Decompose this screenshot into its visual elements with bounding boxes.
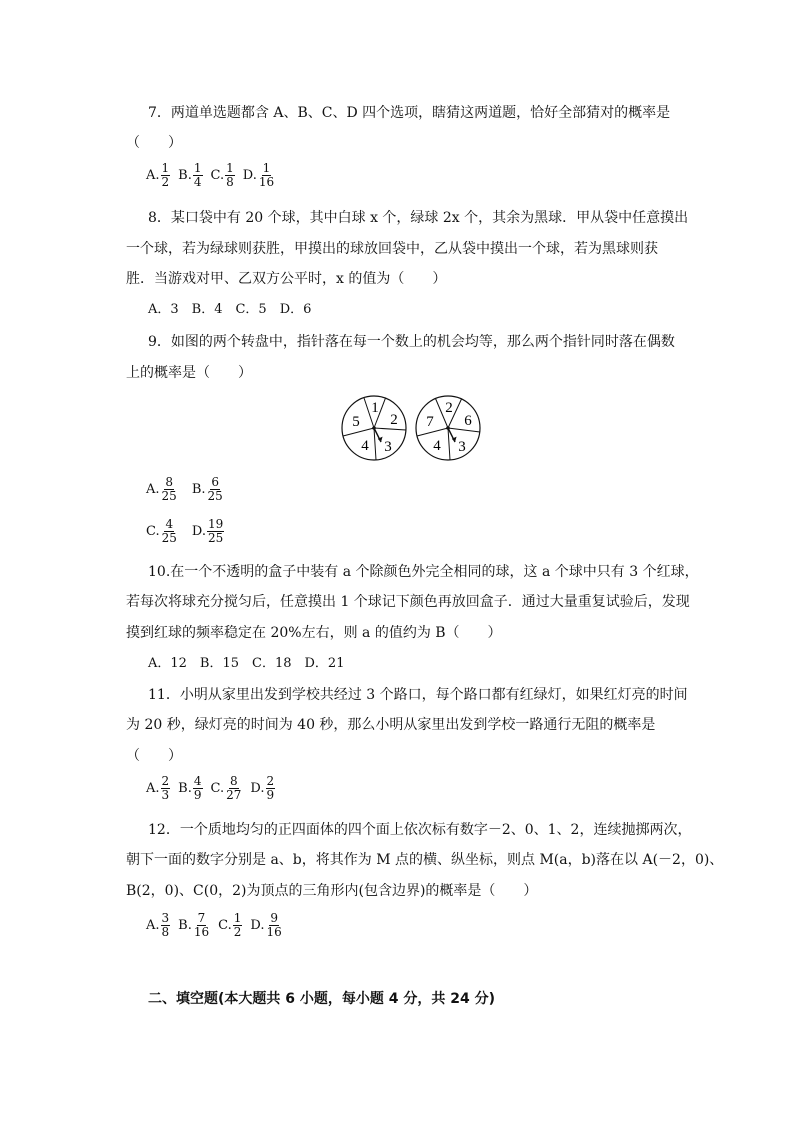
spinner2-number-6: 6 xyxy=(464,413,472,429)
q10-line1: 10.在一个不透明的盒子中装有 a 个除颜色外完全相同的球，这 a 个球中只有 3 个红球， xyxy=(148,564,699,580)
q7-option-c: C. $\frac{1}{8}$ xyxy=(210,161,234,189)
spinner-1 xyxy=(342,396,406,460)
q8-options: A．3 B．4 C．5 D．6 xyxy=(148,302,312,317)
q11-line3: （ ） xyxy=(126,748,182,764)
q9-option-d: D. $\frac{19}{25}$ xyxy=(191,517,224,545)
q12-option-c: C. $\frac{1}{2}$ xyxy=(218,911,242,939)
q7-option-b: B. $\frac{1}{4}$ xyxy=(178,161,202,189)
q11-line2: 为 20 秒，绿灯亮的时间为 40 秒，那么小明从家里出发到学校一路通行无阻的概率是 xyxy=(126,717,656,733)
q12-line3: B(2，0)、C(0，2)为顶点的三角形内(包含边界)的概率是（ ） xyxy=(126,883,538,899)
q7-line2: （ ） xyxy=(126,135,182,151)
spinner2-number-7: 7 xyxy=(426,414,434,430)
q9-option-b: B. $\frac{6}{25}$ xyxy=(191,475,223,503)
spinner-figure xyxy=(338,392,488,464)
spinner1-number-3: 3 xyxy=(384,439,392,455)
q12-option-b: B. $\frac{7}{16}$ xyxy=(178,911,210,939)
q12-option-d: D. $\frac{9}{16}$ xyxy=(250,911,282,939)
spinner1-number-5: 5 xyxy=(352,414,360,430)
q11-option-c: C. $\frac{8}{27}$ xyxy=(210,774,242,802)
q11-option-d: D. $\frac{2}{9}$ xyxy=(250,774,275,802)
q9-options-row1 xyxy=(146,476,232,503)
q12-line2: 朝下一面的数字分别是 a、b，将其作为 M 点的横、纵坐标，则点 M(a，b)落在以 A(－2，0)、 xyxy=(126,852,724,868)
q9-option-c: C. $\frac{4}{25}$ xyxy=(146,517,177,545)
q11-line1: 11．小明从家里出发到学校共经过 3 个路口，每个路口都有红绿灯，如果红灯亮的时间 xyxy=(148,687,688,703)
q11-option-b: B. $\frac{4}{9}$ xyxy=(178,774,202,802)
spinner2-number-4: 4 xyxy=(433,438,441,454)
q12-options xyxy=(146,912,291,939)
spinner2-number-2: 2 xyxy=(445,400,453,416)
q9-line2: 上的概率是（ ） xyxy=(126,365,252,381)
q7-option-a: A. $\frac{1}{2}$ xyxy=(146,161,170,189)
q12-line1: 12．一个质地均匀的正四面体的四个面上依次标有数字－2、0、1、2，连续抛掷两次， xyxy=(148,822,692,838)
q12-option-a: A. $\frac{3}{8}$ xyxy=(146,911,170,939)
q10-line3: 摸到红球的频率稳定在 20%左右，则 a 的值约为 B（ ） xyxy=(126,625,502,641)
spinner2-number-3: 3 xyxy=(458,439,466,455)
q10-options: A．12 B．15 C．18 D．21 xyxy=(148,656,345,671)
q11-options xyxy=(146,775,283,802)
q9-option-a: A. $\frac{8}{25}$ xyxy=(146,475,177,503)
q7-line1: 7．两道单选题都含 A、B、C、D 四个选项，瞎猜这两道题，恰好全部猜对的概率是 xyxy=(148,105,671,121)
q9-options-row2 xyxy=(146,518,232,545)
q8-line1: 8．某口袋中有 20 个球，其中白球 x 个，绿球 2x 个，其余为黑球．甲从袋中任意摸出 xyxy=(148,210,689,226)
q7-option-d: D. $\frac{1}{16}$ xyxy=(242,161,275,189)
section-heading-fill-in: 二、填空题(本大题共 6 小题，每小题 4 分，共 24 分) xyxy=(148,991,496,1007)
q8-line2: 一个球，若为绿球则获胜，甲摸出的球放回袋中，乙从袋中摸出一个球，若为黑球则获 xyxy=(126,241,658,257)
spinner1-number-4: 4 xyxy=(361,438,369,454)
q9-line1: 9．如图的两个转盘中，指针落在每一个数上的机会均等，那么两个指针同时落在偶数 xyxy=(148,334,675,350)
q11-option-a: A. $\frac{2}{3}$ xyxy=(146,774,170,802)
spinner-2 xyxy=(416,396,480,460)
spinner1-number-2: 2 xyxy=(390,412,398,428)
q10-line2: 若每次将球充分搅匀后，任意摸出 1 个球记下颜色再放回盒子．通过大量重复试验后，发现 xyxy=(126,594,690,610)
q7-options xyxy=(146,162,283,189)
spinner1-number-1: 1 xyxy=(371,400,379,416)
q8-line3: 胜．当游戏对甲、乙双方公平时，x 的值为（ ） xyxy=(126,271,447,287)
